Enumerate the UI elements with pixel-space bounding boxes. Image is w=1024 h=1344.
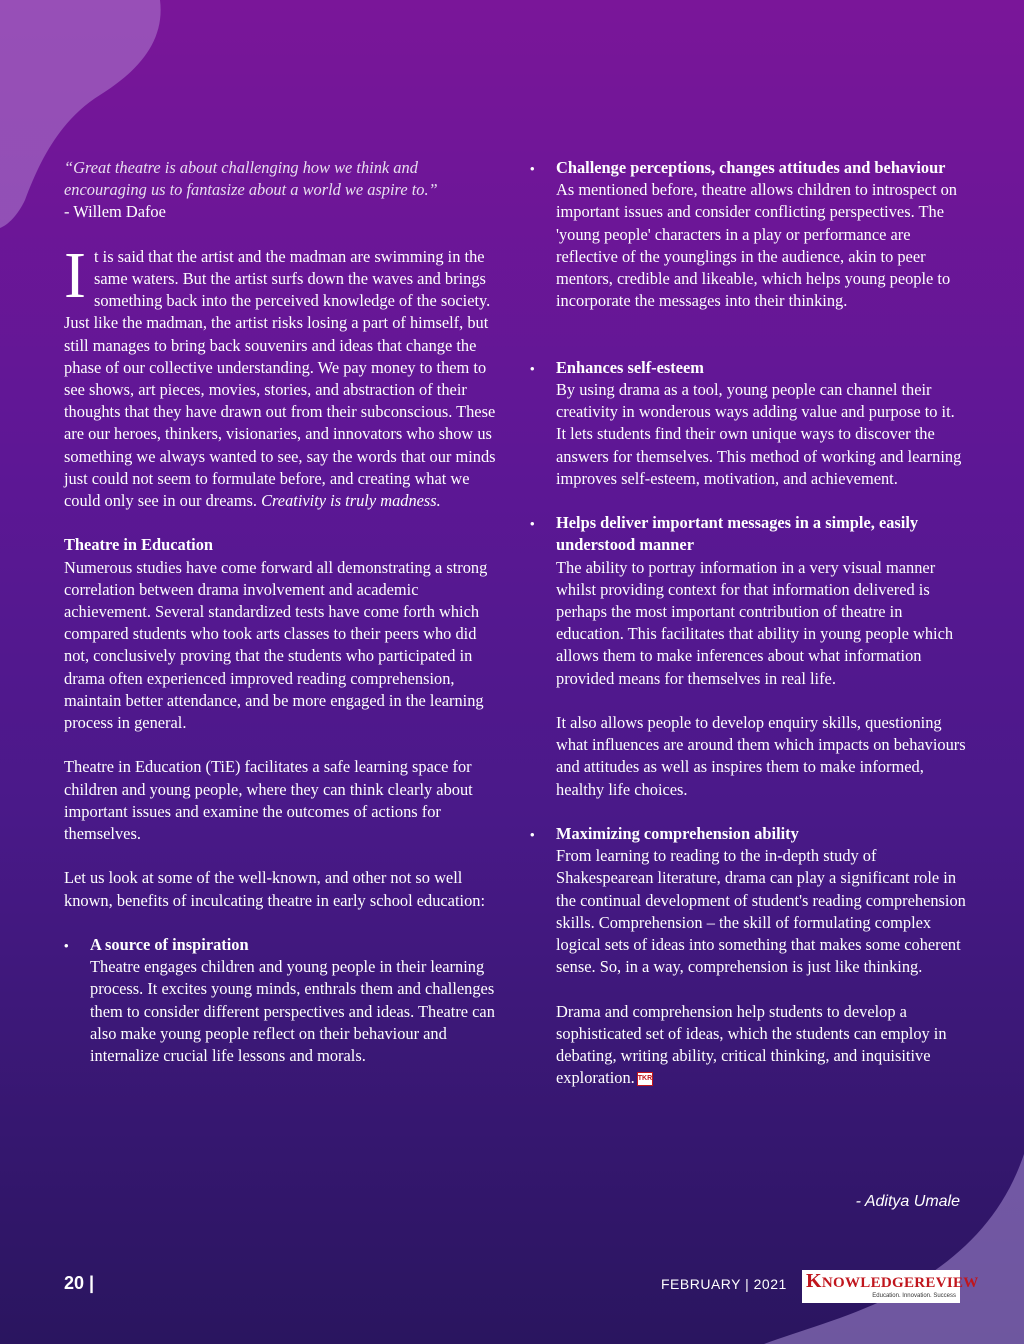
opening-quote — [64, 157, 496, 201]
bullet-text: It also allows people to develop enquiry skills, questioning what influences are around them which impacts on behaviours and attitudes as well as inspires them to make informed, healthy life choices. — [556, 713, 966, 799]
quote-line-1: “Great theatre is about challenging how we think and — [64, 158, 418, 177]
bullet-item — [530, 357, 966, 490]
bullet-text: As mentioned before, theatre allows children to introspect on important issues and consider conflicting perspectives. The 'young people' characters in a play or performance are reflective of the younglings in the audience, akin to peer mentors, credible and likeable, which helps young people to incorporate the messages into their thinking. — [556, 180, 957, 311]
issue-date: FEBRUARY | 2021 — [661, 1276, 787, 1292]
end-mark-icon: TKR — [637, 1072, 653, 1086]
bullet-marker: • — [64, 938, 69, 954]
theatre-para-2: Theatre in Education (TiE) facilitates a safe learning space for children and young people, where they can think clearly about important issues and examine the outcomes of actions for themselves. — [64, 757, 473, 844]
bullet-item — [530, 512, 966, 801]
closing-paragraph — [556, 1001, 966, 1090]
logo-name: NOWLEDGEREVIEW — [821, 1275, 979, 1291]
intro-paragraph — [64, 238, 496, 512]
bullet-marker: • — [530, 827, 535, 843]
bullet-text: Theatre engages children and young people in their learning process. It excites young minds, enthrals them and challenges them to consider different perspectives and ideas. Theatre can also make young people reflect on their behaviour and internalize crucial life lessons and morals. — [90, 957, 495, 1066]
bullet-marker: • — [530, 360, 535, 376]
closing-text: Drama and comprehension help students to develop a sophisticated set of ideas, which the students can employ in debating, writing ability, critical thinking, and inquisitive exploration. — [556, 1001, 947, 1088]
bullet-title: Challenge perceptions, changes attitudes and behaviour — [556, 158, 946, 177]
drop-cap: I — [64, 238, 86, 312]
intro-closing: Creativity is truly madness. — [261, 491, 441, 511]
bullet-marker: • — [530, 161, 535, 176]
intro-text: t is said that the artist and the madman are swimming in the same waters. But the artist surfs down the waves and brings something back into the perceived knowledge of the society. Just like the madman, the artist risks losing a part of himself, but still manages to bring back souvenirs and ideas that change the phase of our collective understanding. We pay money to them to see shows, art pieces, movies, stories, and abstraction of their thoughts that they have drawn out from their subconscious. These are our heroes, thinkers, visionaries, and innovators who show us something we always wanted to see, say the words that our minds just could not seem to formulate before, and creating what we could only see in our dreams. — [64, 246, 496, 511]
bullet-text: From learning to reading to the in-depth study of Shakespearean literature, drama can play a significant role in the continual development of student's reading comprehension skills. Comprehension – the skill of formulating complex logical sets of ideas into something that makes some coherent sense. So, in a way, comprehension is just like thinking. — [556, 846, 966, 977]
theatre-para-1: Numerous studies have come forward all demonstrating a strong correlation between drama involvement and academic achievement. Several standardized tests have come forth which compared students who took arts classes to their peers who did not, conclusively proving that the students who participated in drama often experienced improved reading comprehension, maintain better attendance, and be more engaged in the learning process in general. — [64, 557, 488, 733]
right-column — [530, 157, 966, 1089]
logo-tagline: Education. Innovation. Success — [872, 1293, 956, 1299]
left-column — [64, 157, 496, 1067]
article-author: - Aditya Umale — [855, 1193, 960, 1210]
page-number: 20 | — [64, 1273, 95, 1293]
bullet-text: The ability to portray information in a very visual manner whilst providing context for that information delivered is perhaps the most important contribution of theatre in education. This facilitates that ability in young people which allows them to make inferences about what information provided means for themselves in real life. — [556, 557, 954, 688]
bullet-text: By using drama as a tool, young people can channel their creativity in wonderous ways adding value and purpose to it. It lets students find their own unique ways to discover the answers for themselves. This method of working and learning improves self-esteem, motivation, and achievement. — [556, 380, 962, 488]
logo-wordmark — [806, 1270, 979, 1292]
bullet-item — [530, 823, 966, 1089]
decorative-blob-bottom-right — [764, 1154, 1024, 1344]
logo-initial: K — [806, 1270, 822, 1292]
bullet-title: Helps deliver important messages in a simple, easily understood manner — [556, 513, 919, 555]
quote-author: - Willem Dafoe — [64, 202, 166, 222]
bullet-item — [64, 934, 496, 1067]
theatre-para-3: Let us look at some of the well-known, and other not so well known, benefits of inculcating theatre in early school education: — [64, 868, 486, 910]
quote-line-2: encouraging us to fantasize about a world we aspire to.” — [64, 180, 438, 200]
bullet-item — [530, 157, 966, 312]
bullet-marker: • — [530, 516, 535, 532]
section-heading: Theatre in Education — [64, 535, 214, 555]
bullet-title: Enhances self-esteem — [556, 357, 704, 377]
magazine-logo — [802, 1270, 979, 1303]
bullet-title: Maximizing comprehension ability — [556, 824, 799, 844]
bullet-title: A source of inspiration — [90, 935, 249, 955]
